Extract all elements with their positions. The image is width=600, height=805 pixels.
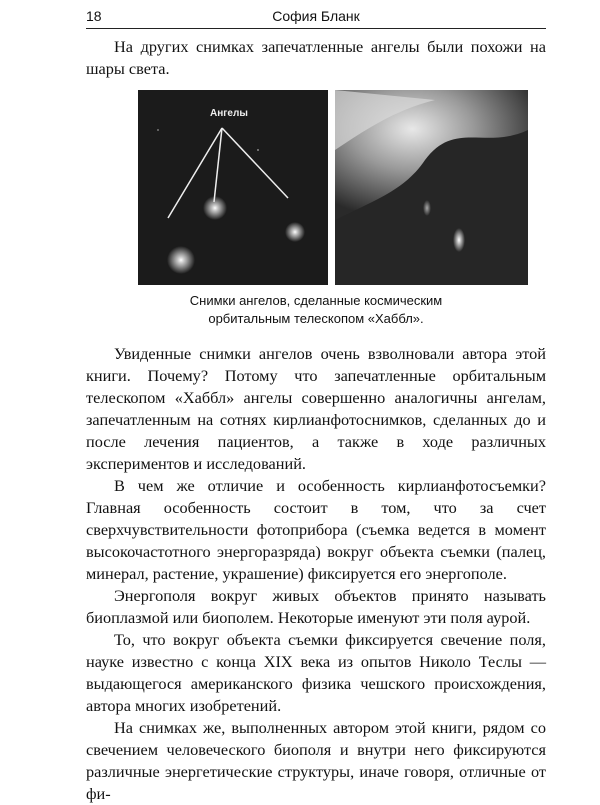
intro-paragraph-block bbox=[86, 36, 546, 80]
main-text bbox=[86, 343, 546, 805]
paragraph-3: Энергополя вокруг живых объектов принято называть биоплазмой или биополем. Некоторые именуют эти поля аурой. bbox=[86, 586, 546, 627]
caption-line-2: орбитальным телескопом «Хаббл». bbox=[208, 311, 424, 326]
intro-paragraph: На других снимках запечатленные ангелы были похожи на шары света. bbox=[86, 37, 546, 78]
angel-photo-left-image bbox=[138, 90, 328, 285]
running-header bbox=[86, 6, 546, 29]
paragraph-4: То, что вокруг объекта съемки фиксируется свечение поля, науке известно с конца XIX века из опытов Николо Теслы — выдающегося американского физика чешского происхождения, автора многих изобретений. bbox=[86, 630, 546, 715]
paragraph-1: Увиденные снимки ангелов очень взволновали автора этой книги. Почему? Потому что запечатленные орбитальным телескопом «Хаббл» ангелы совершенно аналогичны ангелам, запечатленным на сотнях кирлианфотоснимков, сделанных до и после лечения пациентов, а также в ходе различных экспериментов и исследований. bbox=[86, 344, 546, 473]
angel-photo-right bbox=[335, 90, 528, 285]
angel-photo-left bbox=[138, 90, 328, 285]
paragraph-2: В чем же отличие и особенность кирлианфотосъемки? Главная особенность состоит в том, что за счет сверхчувствительности фотоприбора (съемка ведется в момент высокочастотного энергоразряда) вокруг объекта съемки (палец, минерал, растение, украшение) фиксируется его энергополе. bbox=[86, 476, 546, 583]
photo-label-angels: Ангелы bbox=[210, 108, 248, 119]
caption-line-1: Снимки ангелов, сделанные космическим bbox=[189, 293, 443, 308]
figure-photos bbox=[138, 90, 528, 285]
paragraph-5: На снимках же, выполненных автором этой книги, рядом со свечением человеческого биополя и внутри него фиксируются различные энергетические структуры, иначе говоря, отличные от фи- bbox=[86, 718, 546, 803]
figure-caption bbox=[86, 292, 546, 328]
running-title-author: София Бланк bbox=[272, 8, 360, 24]
angel-photo-right-image bbox=[335, 90, 528, 285]
page-number: 18 bbox=[86, 8, 102, 24]
